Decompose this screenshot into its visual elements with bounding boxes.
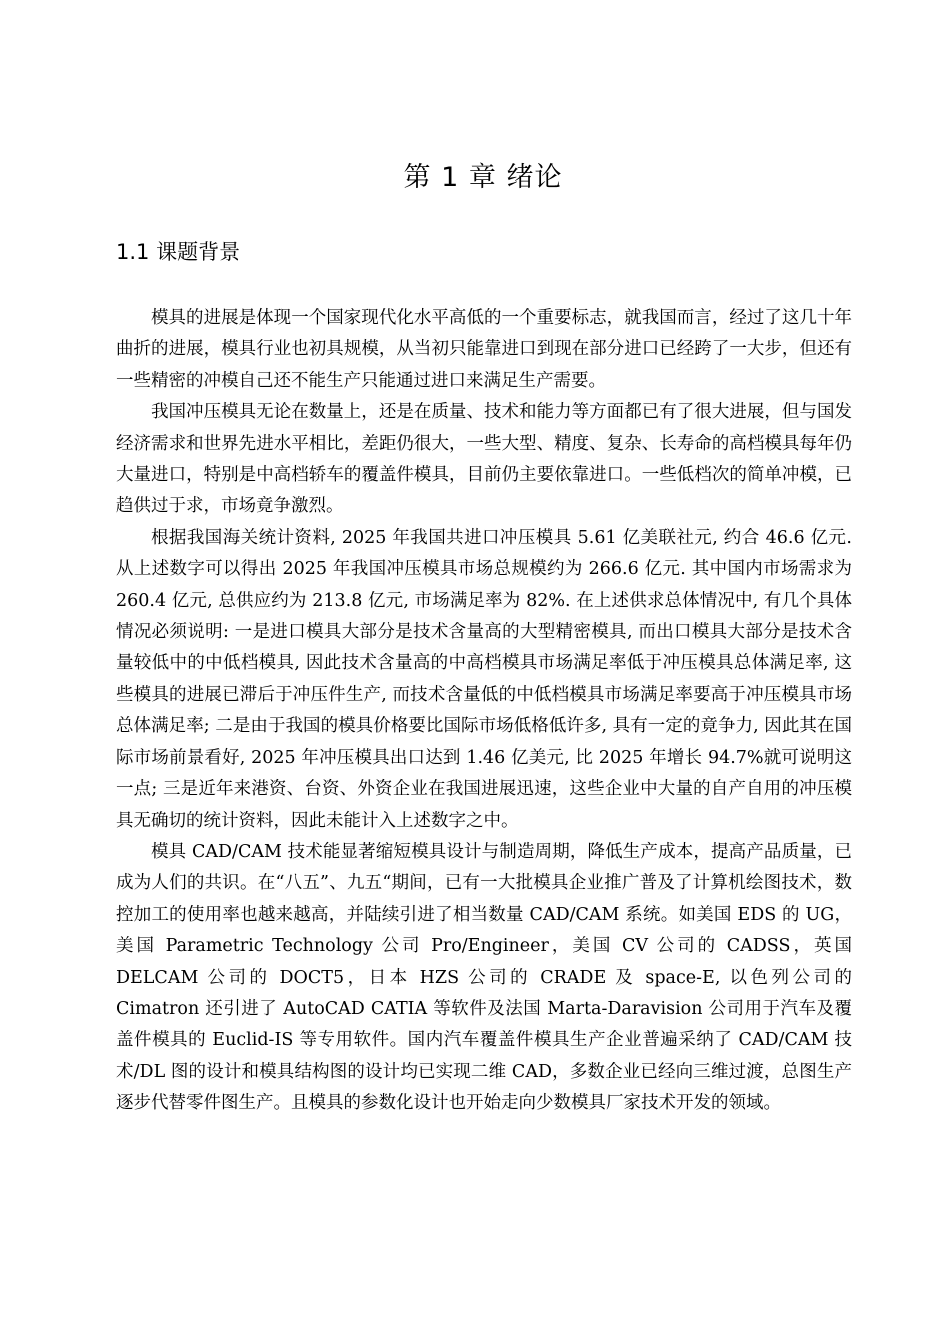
paragraph: 模具的进展是体现一个国家现代化水平高低的一个重要标志，就我国而言，经过了这几十年曲折的进展，模具行业也初具规模，从当初只能靠进口到现在部分进口已经跨了一大步，但还有一些精密的冲模自己还不能生产只能通过进口来满足生产需要。: [116, 308, 852, 391]
chapter-title: 第 1 章 绪论: [403, 162, 563, 193]
section-title: 1.1 课题背景: [116, 240, 241, 264]
paragraph: 模具 CAD/CAM 技术能显著缩短模具设计与制造周期，降低生产成本，提高产品质量，已成为人们的共识。在“八五”、九五“期间，已有一大批模具企业推广普及了计算机绘图技术，数控加工的使用率也越来越高，并陆续引进了相当数量 CAD/CAM 系统。如美国 EDS 的 UG，美国 Parametric Technology 公司 Pro/Engineer，美国 CV 公司的 CADSS，英国 DELCAM 公司的 DOCT5，日本 HZS 公司的 CRADE 及 space-E, 以色列公司的 Cimatron 还引进了 AutoCAD CATIA 等软件及法国 Marta-Daravision 公司用于汽车及覆盖件模具的 Euclid-IS 等专用软件。国内汽车覆盖件模具生产企业普遍采纳了 CAD/CAM 技术/DL 图的设计和模具结构图的设计均已实现二维 CAD，多数企业已经向三维过渡，总图生产逐步代替零件图生产。且模具的参数化设计也开始走向少数模具厂家技术开发的领域。: [116, 841, 852, 1114]
paragraph: 我国冲压模具无论在数量上，还是在质量、技术和能力等方面都已有了很大进展，但与国发经济需求和世界先进水平相比，差距仍很大，一些大型、精度、复杂、长寿命的高档模具每年仍大量进口，特别是中高档轿车的覆盖件模具，目前仍主要依靠进口。一些低档次的简单冲模，已趋供过于求，市场竟争激烈。: [116, 402, 852, 517]
body-text: [116, 303, 852, 1120]
paragraph: 根据我国海关统计资料, 2025 年我国共进口冲压模具 5.61 亿美联社元, 约合 46.6 亿元. 从上述数字可以得出 2025 年我国冲压模具市场总规模约为 266.6 亿元. 其中国内市场需求为 260.4 亿元, 总供应约为 213.8 亿元, 市场满足率为 82%. 在上述供求总体情况中, 有几个具体情况必须说明: 一是进口模具大部分是技术含量高的大型精密模具, 而出口模具大部分是技术含量较低中的中低档模具, 因此技术含量高的中高档模具市场满足率低于冲压模具总体满足率, 这些模具的进展已滞后于冲压件生产, 而技术含量低的中低档模具市场满足率要高于冲压模具市场总体满足率; 二是由于我国的模具价格要比国际市场低格低许多, 具有一定的竟争力, 因此其在国际市场前景看好, 2025 年冲压模具出口达到 1.46 亿美元, 比 2025 年增长 94.7%就可说明这一点; 三是近年来港资、台资、外资企业在我国进展迅速，这些企业中大量的自产自用的冲压模具无确切的统计资料，因此未能计入上述数字之中。: [116, 527, 852, 831]
